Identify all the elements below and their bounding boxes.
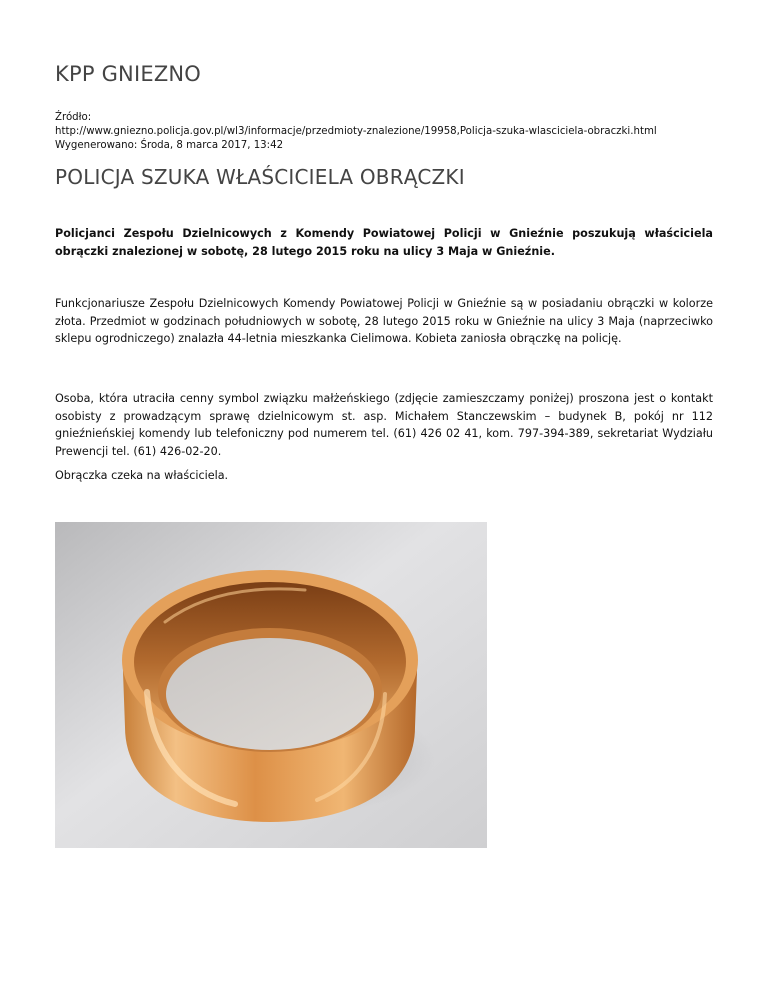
article-paragraph-3: Obrączka czeka na właściciela. xyxy=(55,469,229,482)
ring-photo xyxy=(55,522,487,848)
source-label: Źródło: xyxy=(55,112,92,123)
article-paragraph-1: Funkcjonariusze Zespołu Dzielnicowych Komendy Powiatowej Policji w Gnieźnie są w posiadaniu obrączki w kolorze złota. Przedmiot w godzinach południowych w sobotę, 28 lutego 2015 roku w Gnieźnie na ulicy 3 Maja (naprzeciwko sklepu ogrodniczego) znalazła 44-letnia mieszkanka Cielimowa. Kobieta zaniosła obrączkę na policję. xyxy=(55,297,713,345)
source-url: http://www.gniezno.policja.gov.pl/wl3/informacje/przedmioty-znalezione/19958,Policja-szuka-wlasciciela-obraczki.html xyxy=(55,126,657,137)
document-meta xyxy=(55,111,657,153)
gold-ring-image xyxy=(55,522,487,848)
article-lead: Policjanci Zespołu Dzielnicowych z Komendy Powiatowej Policji w Gnieźnie poszukują właściciela obrączki znalezionej w sobotę, 28 lutego 2015 roku na ulicy 3 Maja w Gnieźnie. xyxy=(55,227,713,258)
article-title: POLICJA SZUKA WŁAŚCICIELA OBRĄCZKI xyxy=(55,165,465,189)
site-title: KPP GNIEZNO xyxy=(55,62,202,86)
article-paragraph-2: Osoba, która utraciła cenny symbol związku małżeńskiego (zdjęcie zamieszczamy poniżej) proszona jest o kontakt osobisty z prowadzącym sprawę dzielnicowym st. asp. Michałem Stanczewskim – budynek B, pokój nr 112 gnieźnieńskiej komendy lub telefoniczny pod numerem tel. (61) 426 02 41, kom. 797-394-389, sekretariat Wydziału Prewencji tel. (61) 426-02-20. xyxy=(55,392,713,458)
generated-date: Wygenerowano: Środa, 8 marca 2017, 13:42 xyxy=(55,140,284,151)
